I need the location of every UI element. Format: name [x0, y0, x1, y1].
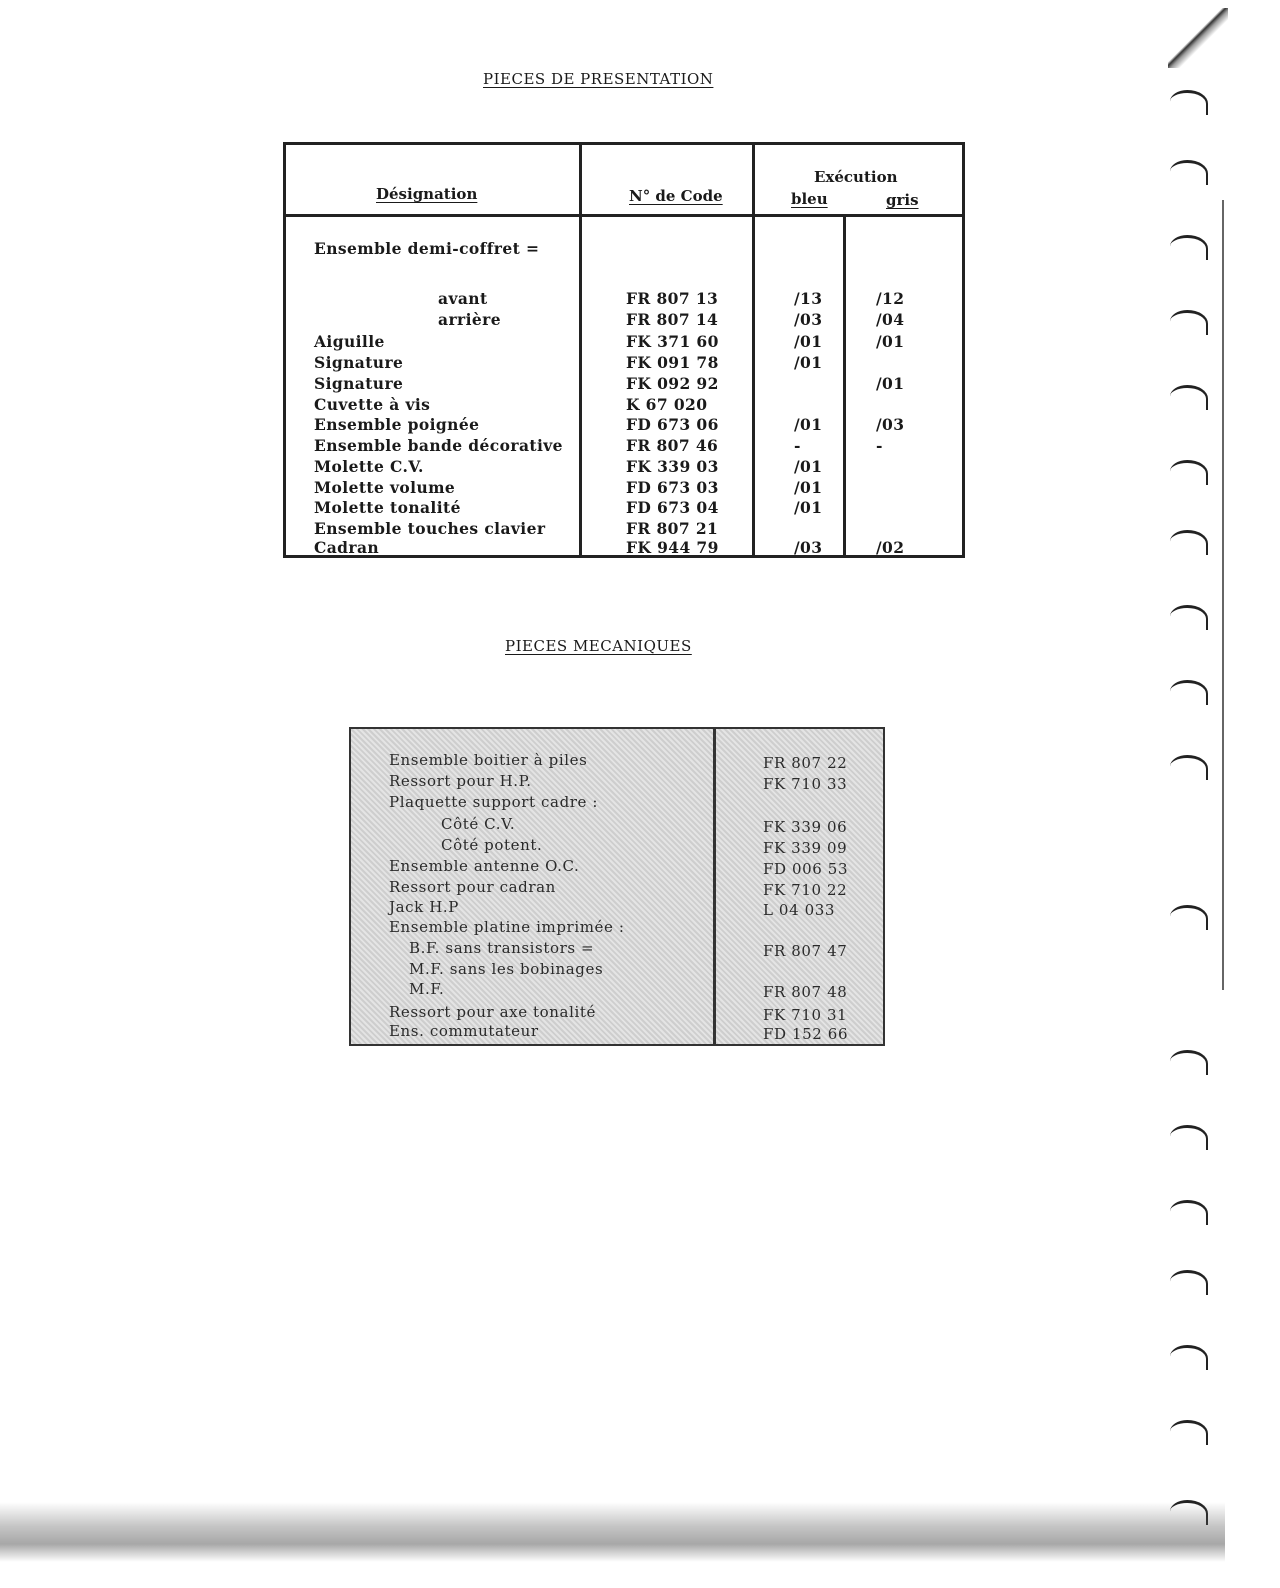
- row-bleu: /01: [794, 498, 823, 517]
- header-gris: gris: [886, 191, 919, 209]
- row-designation: Ensemble poignée: [314, 415, 480, 434]
- row-bleu: /01: [794, 353, 823, 372]
- mecanique-row-code: FR 807 22: [763, 754, 848, 772]
- binder-ring: [1170, 605, 1208, 630]
- mecanique-row-code: FK 710 33: [763, 775, 848, 793]
- row-gris: /03: [876, 415, 905, 434]
- row-code: K 67 020: [626, 395, 708, 414]
- row-bleu: /03: [794, 310, 823, 329]
- binder-ring: [1170, 460, 1208, 485]
- binder-ring: [1170, 1050, 1208, 1075]
- row-designation: Molette C.V.: [314, 457, 424, 476]
- row-code: FR 807 21: [626, 519, 719, 538]
- binder-ring: [1170, 530, 1208, 555]
- row-designation: Ensemble demi-coffret =: [314, 239, 540, 258]
- header-code: N° de Code: [629, 187, 723, 205]
- binder-ring: [1170, 755, 1208, 780]
- row-code: FD 673 03: [626, 478, 719, 497]
- binder-ring: [1170, 1420, 1208, 1445]
- col-divider-designation: [579, 145, 582, 555]
- binder-ring: [1170, 310, 1208, 335]
- row-designation: Molette tonalité: [314, 498, 461, 517]
- mecanique-row-designation: Ressort pour axe tonalité: [389, 1003, 597, 1021]
- col-divider-code: [752, 145, 755, 555]
- mecanique-row-designation: Ensemble boitier à piles: [389, 751, 588, 769]
- row-designation: Signature: [314, 353, 404, 372]
- mecanique-row-code: L 04 033: [763, 901, 836, 919]
- row-code: FR 807 14: [626, 310, 719, 329]
- row-code: FR 807 13: [626, 289, 719, 308]
- row-code: FD 673 06: [626, 415, 719, 434]
- row-bleu: /01: [794, 478, 823, 497]
- binder-ring: [1170, 680, 1208, 705]
- row-gris: /02: [876, 538, 905, 557]
- header-execution: Exécution: [814, 168, 898, 186]
- row-designation: Cuvette à vis: [314, 395, 431, 414]
- col-divider-execution: [843, 214, 846, 555]
- header-divider: [286, 214, 962, 217]
- binder-ring: [1170, 235, 1208, 260]
- row-bleu: /01: [794, 332, 823, 351]
- row-gris: /12: [876, 289, 905, 308]
- binder-ring: [1170, 160, 1208, 185]
- row-gris: -: [876, 436, 883, 455]
- binder-ring: [1170, 1270, 1208, 1295]
- row-code: FK 371 60: [626, 332, 719, 351]
- row-code: FD 673 04: [626, 498, 719, 517]
- mecanique-row-designation: Ensemble antenne O.C.: [389, 857, 580, 875]
- mecanique-row-designation: Ressort pour H.P.: [389, 772, 532, 790]
- row-designation: Molette volume: [314, 478, 456, 497]
- row-designation: Ensemble bande décorative: [314, 436, 563, 455]
- row-gris: /01: [876, 374, 905, 393]
- row-designation: Aiguille: [314, 332, 385, 351]
- header-designation: Désignation: [376, 185, 478, 203]
- binder-ring: [1170, 1125, 1208, 1150]
- mecanique-row-code: FK 710 22: [763, 881, 848, 899]
- row-code: FK 091 78: [626, 353, 719, 372]
- mecanique-row-designation: M.F.: [409, 980, 445, 998]
- mecanique-row-code: FK 710 31: [763, 1006, 848, 1024]
- mecanique-row-designation: Côté C.V.: [441, 815, 516, 833]
- binder-ring: [1170, 905, 1208, 930]
- mecanique-row-code: FD 152 66: [763, 1025, 849, 1043]
- row-bleu: /01: [794, 457, 823, 476]
- row-bleu: /03: [794, 538, 823, 557]
- mecanique-row-designation: B.F. sans transistors =: [409, 939, 595, 957]
- row-designation: arrière: [438, 310, 501, 329]
- col-divider-mecanique: [713, 729, 716, 1044]
- page-corner-fold: [1168, 8, 1228, 68]
- binder-ring: [1170, 385, 1208, 410]
- mecanique-row-designation: Ensemble platine imprimée :: [389, 918, 625, 936]
- row-code: FK 944 79: [626, 538, 719, 557]
- row-designation: Ensemble touches clavier: [314, 519, 546, 538]
- row-bleu: -: [794, 436, 801, 455]
- row-code: FK 339 03: [626, 457, 719, 476]
- mecanique-row-code: FD 006 53: [763, 860, 849, 878]
- row-code: FR 807 46: [626, 436, 719, 455]
- mecanique-row-designation: Jack H.P: [389, 898, 459, 916]
- mecanique-row-designation: Plaquette support cadre :: [389, 793, 599, 811]
- row-code: FK 092 92: [626, 374, 719, 393]
- row-gris: /04: [876, 310, 905, 329]
- mecanique-row-code: FK 339 09: [763, 839, 848, 857]
- binder-ring: [1170, 1345, 1208, 1370]
- presentation-table: [283, 142, 965, 558]
- binder-ring: [1170, 1200, 1208, 1225]
- row-gris: /01: [876, 332, 905, 351]
- mecanique-table: [349, 727, 885, 1046]
- mecanique-row-code: FK 339 06: [763, 818, 848, 836]
- mecanique-row-code: FR 807 47: [763, 942, 848, 960]
- scan-bottom-shadow: [0, 1502, 1225, 1562]
- mecanique-row-designation: Ressort pour cadran: [389, 878, 556, 896]
- mecanique-title: PIECES MECANIQUES: [505, 637, 692, 655]
- row-bleu: /13: [794, 289, 823, 308]
- presentation-title: PIECES DE PRESENTATION: [483, 70, 714, 88]
- binder-spine-edge: [1222, 200, 1224, 990]
- mecanique-row-designation: Ens. commutateur: [389, 1022, 539, 1040]
- mecanique-row-designation: Côté potent.: [441, 836, 543, 854]
- row-designation: Cadran: [314, 538, 380, 557]
- row-designation: avant: [438, 289, 488, 308]
- row-bleu: /01: [794, 415, 823, 434]
- binder-ring: [1170, 90, 1208, 115]
- mecanique-row-code: FR 807 48: [763, 983, 848, 1001]
- row-designation: Signature: [314, 374, 404, 393]
- mecanique-row-designation: M.F. sans les bobinages: [409, 960, 604, 978]
- header-bleu: bleu: [791, 190, 828, 208]
